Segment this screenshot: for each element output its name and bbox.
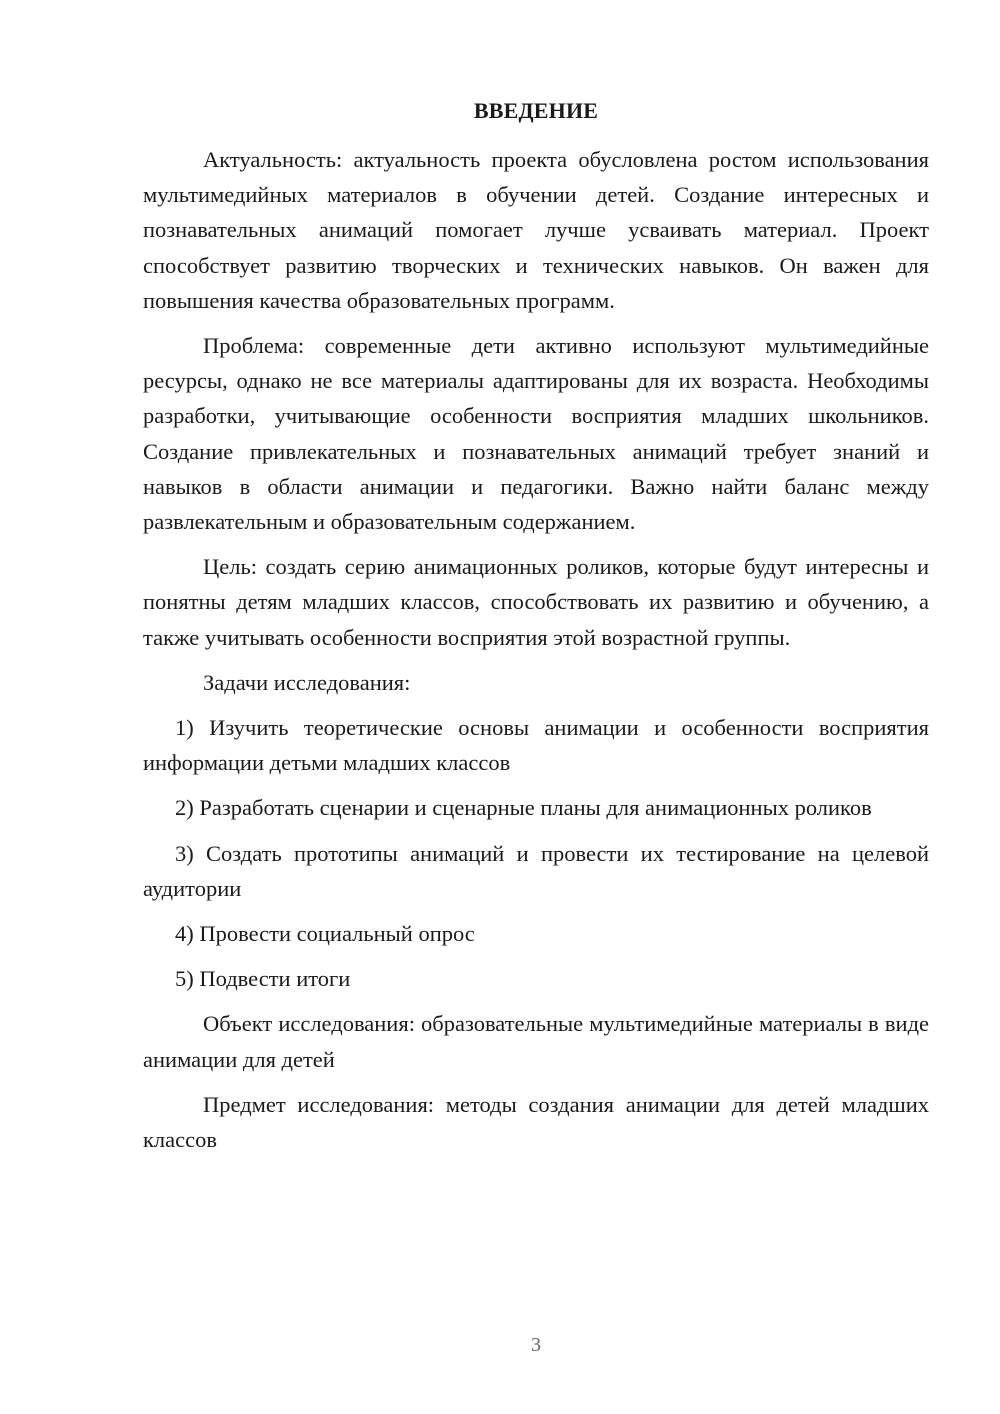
paragraph-problem: Проблема: современные дети активно используют мультимедийные ресурсы, однако не все материалы адаптированы для их возраста. Необходимы разработки, учитывающие особенности восприятия младших школьников. Создание привлекательных и познавательных анимаций требует знаний и навыков в области анимации и педагогики. Важно найти баланс между развлекательным и образовательным содержанием. <box>143 333 929 535</box>
section-heading: ВВЕДЕНИЕ <box>473 98 599 123</box>
body-text <box>143 142 929 1167</box>
paragraph-goal: Цель: создать серию анимационных роликов, которые будут интересны и понятны детям младших классов, способствовать их развитию и обучению, а также учитывать особенности восприятия этой возрастной группы. <box>143 554 929 650</box>
task-item-3: 3) Создать прототипы анимаций и провести их тестирование на целевой аудитории <box>143 840 929 901</box>
task-item-1: 1) Изучить теоретические основы анимации и особенности восприятия информации детьми младших классов <box>143 715 929 776</box>
page-number: 3 <box>531 1334 541 1356</box>
paragraph-subject: Предмет исследования: методы создания анимации для детей младших классов <box>143 1091 929 1153</box>
paragraph-relevance: Актуальность: актуальность проекта обусловлена ростом использования мультимедийных материалов в обучении детей. Создание интересных и познавательных анимаций помогает лучше усваивать материал. Проект способствует развитию творческих и технических навыков. Он важен для повышения качества образовательных программ. <box>143 147 929 313</box>
paragraph-object: Объект исследования: образовательные мультимедийные материалы в виде анимации для детей <box>143 1011 929 1072</box>
task-item-2: 2) Разработать сценарии и сценарные планы для анимационных роликов <box>175 795 872 821</box>
paragraph-tasks-title: Задачи исследования: <box>203 669 411 695</box>
task-item-5: 5) Подвести итоги <box>175 966 351 992</box>
task-item-4: 4) Провести социальный опрос <box>175 921 475 947</box>
